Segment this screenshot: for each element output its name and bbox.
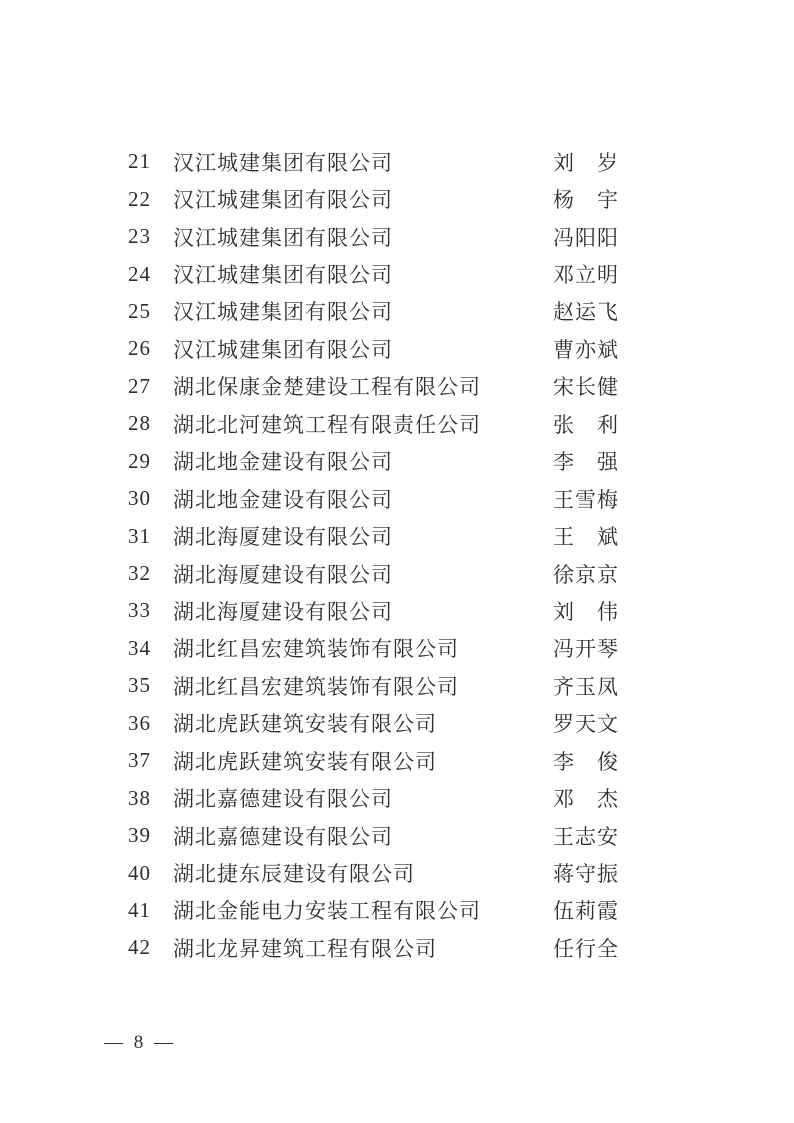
person-name: 冯开琴 — [553, 637, 619, 662]
row-number: 33 — [128, 598, 151, 623]
company-name: 湖北金能电力安装工程有限公司 — [173, 899, 481, 924]
person-name: 齐玉凤 — [553, 674, 619, 699]
list-row — [0, 630, 794, 667]
person-name: 王 斌 — [553, 525, 619, 550]
list-row — [0, 480, 794, 517]
person-name: 王雪梅 — [553, 487, 619, 512]
row-number: 26 — [128, 336, 151, 361]
row-number: 23 — [128, 224, 151, 249]
company-name: 湖北红昌宏建筑装饰有限公司 — [173, 637, 459, 662]
row-number: 25 — [128, 298, 151, 323]
row-number: 27 — [128, 373, 151, 398]
person-name: 蒋守振 — [553, 862, 619, 887]
row-number: 21 — [128, 149, 151, 174]
list-row — [0, 330, 794, 367]
row-number: 34 — [128, 635, 151, 660]
company-name: 湖北海厦建设有限公司 — [173, 525, 393, 550]
company-name: 汉江城建集团有限公司 — [173, 337, 393, 362]
list-row — [0, 293, 794, 330]
list-row — [0, 368, 794, 405]
row-number: 24 — [128, 261, 151, 286]
person-name: 刘 岁 — [553, 150, 619, 175]
person-name: 李 强 — [553, 450, 619, 475]
list-row — [0, 405, 794, 442]
list-row — [0, 443, 794, 480]
row-number: 41 — [128, 897, 151, 922]
company-name: 汉江城建集团有限公司 — [173, 263, 393, 288]
list-row — [0, 742, 794, 779]
list-row — [0, 667, 794, 704]
person-name: 刘 伟 — [553, 599, 619, 624]
person-name: 赵运飞 — [553, 300, 619, 325]
person-name: 伍莉霞 — [553, 899, 619, 924]
list-row — [0, 854, 794, 891]
company-name: 湖北北河建筑工程有限责任公司 — [173, 412, 481, 437]
list-row — [0, 592, 794, 629]
row-number: 42 — [128, 935, 151, 960]
company-name: 湖北虎跃建筑安装有限公司 — [173, 712, 437, 737]
list-row — [0, 180, 794, 217]
row-number: 40 — [128, 860, 151, 885]
row-number: 32 — [128, 561, 151, 586]
company-name: 湖北红昌宏建筑装饰有限公司 — [173, 674, 459, 699]
person-name: 徐京京 — [553, 562, 619, 587]
person-name: 王志安 — [553, 824, 619, 849]
company-name: 湖北捷东辰建设有限公司 — [173, 862, 415, 887]
list-row — [0, 143, 794, 180]
list-row — [0, 929, 794, 966]
list-row — [0, 705, 794, 742]
page-number: — 8 — — [104, 1032, 176, 1053]
person-name: 曹亦斌 — [553, 337, 619, 362]
list-row — [0, 255, 794, 292]
person-name: 李 俊 — [553, 749, 619, 774]
person-name: 杨 宇 — [553, 188, 619, 213]
person-name: 冯阳阳 — [553, 225, 619, 250]
list-row — [0, 779, 794, 816]
company-name: 湖北地金建设有限公司 — [173, 487, 393, 512]
person-name: 任行全 — [553, 936, 619, 961]
company-name: 湖北海厦建设有限公司 — [173, 599, 393, 624]
person-name: 邓 杰 — [553, 787, 619, 812]
row-number: 38 — [128, 785, 151, 810]
row-number: 28 — [128, 411, 151, 436]
company-name: 湖北保康金楚建设工程有限公司 — [173, 375, 481, 400]
company-name: 湖北地金建设有限公司 — [173, 450, 393, 475]
company-name: 湖北海厦建设有限公司 — [173, 562, 393, 587]
company-person-list — [0, 143, 794, 967]
company-name: 湖北虎跃建筑安装有限公司 — [173, 749, 437, 774]
person-name: 宋长健 — [553, 375, 619, 400]
company-name: 湖北龙昇建筑工程有限公司 — [173, 936, 437, 961]
company-name: 湖北嘉德建设有限公司 — [173, 787, 393, 812]
company-name: 汉江城建集团有限公司 — [173, 225, 393, 250]
row-number: 22 — [128, 186, 151, 211]
row-number: 31 — [128, 523, 151, 548]
list-row — [0, 817, 794, 854]
list-row — [0, 218, 794, 255]
person-name: 张 利 — [553, 412, 619, 437]
row-number: 29 — [128, 448, 151, 473]
row-number: 36 — [128, 710, 151, 735]
person-name: 邓立明 — [553, 263, 619, 288]
person-name: 罗天文 — [553, 712, 619, 737]
company-name: 汉江城建集团有限公司 — [173, 150, 393, 175]
row-number: 37 — [128, 748, 151, 773]
row-number: 35 — [128, 673, 151, 698]
company-name: 湖北嘉德建设有限公司 — [173, 824, 393, 849]
list-row — [0, 517, 794, 554]
list-row — [0, 555, 794, 592]
company-name: 汉江城建集团有限公司 — [173, 300, 393, 325]
list-row — [0, 892, 794, 929]
row-number: 30 — [128, 486, 151, 511]
company-name: 汉江城建集团有限公司 — [173, 188, 393, 213]
row-number: 39 — [128, 823, 151, 848]
